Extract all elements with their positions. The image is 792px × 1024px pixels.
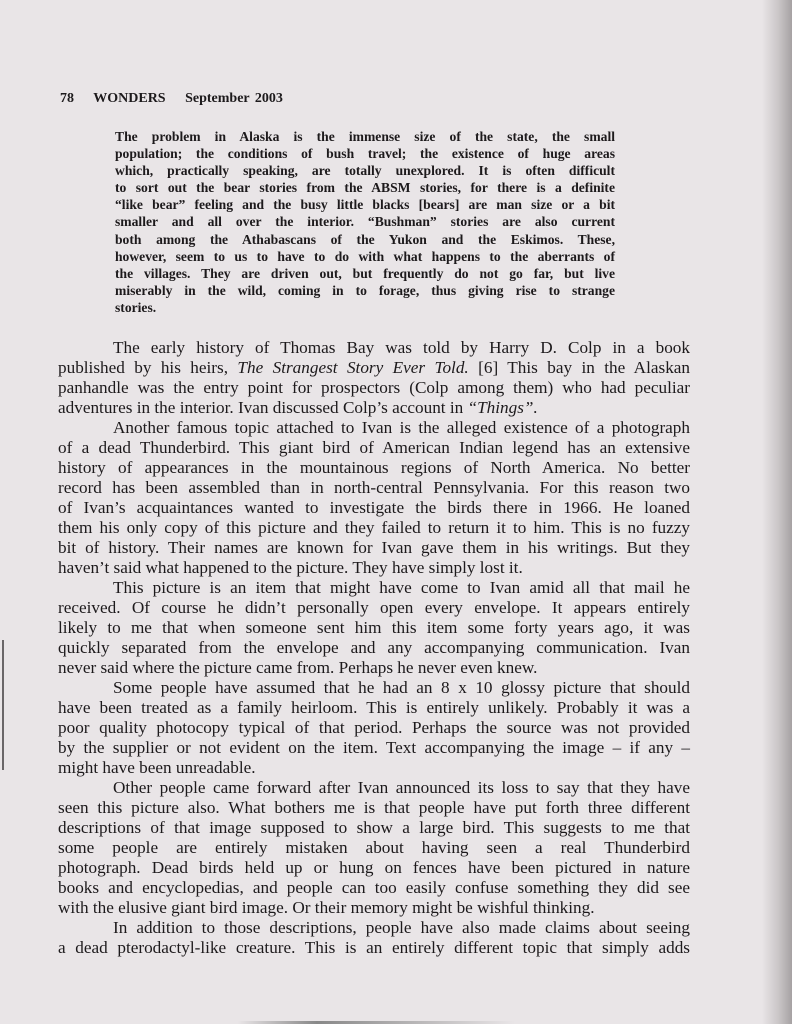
text-line — [115, 162, 615, 179]
block-quote — [115, 128, 615, 316]
text-segment: history of appearances in the mountainous regions of North America. No better — [58, 458, 690, 477]
text-segment: books and encyclopedias, and people can too easily confuse something they did see — [58, 878, 690, 897]
paragraph — [58, 578, 690, 678]
text-segment: haven’t said what happened to the picture. They have simply lost it. — [58, 558, 523, 577]
text-line — [58, 778, 690, 798]
text-line — [58, 738, 690, 758]
paragraph — [58, 418, 690, 578]
text-line — [115, 265, 615, 282]
text-line — [58, 418, 690, 438]
text-line — [58, 478, 690, 498]
text-line — [58, 938, 690, 958]
italic-title: “Things”. — [467, 398, 538, 417]
text-segment: Another famous topic attached to Ivan is the alleged existence of a photograph — [113, 418, 690, 437]
text-line — [58, 658, 690, 678]
text-line — [58, 358, 690, 378]
text-line — [58, 378, 690, 398]
text-segment: might have been unreadable. — [58, 758, 256, 777]
text-segment: Some people have assumed that he had an 8 x 10 glossy picture that should — [113, 678, 690, 697]
text-line — [115, 231, 615, 248]
text-line — [58, 498, 690, 518]
text-segment: the villages. They are driven out, but frequently do not go far, but live — [115, 265, 615, 281]
text-segment: stories. — [115, 299, 157, 315]
text-segment: smaller and all over the interior. “Bushman” stories are also current — [115, 214, 615, 230]
text-line — [58, 458, 690, 478]
text-segment: bit of history. Their names are known for Ivan gave them in his writings. But they — [58, 538, 690, 557]
journal-title: WONDERS — [93, 91, 166, 106]
text-segment: a dead pterodactyl-like creature. This is an entirely different topic that simply adds — [58, 938, 690, 957]
text-segment: descriptions of that image supposed to show a large bird. This suggests to me that — [58, 818, 690, 837]
text-segment: In addition to those descriptions, people have also made claims about seeing — [113, 918, 690, 937]
text-line — [58, 618, 690, 638]
text-line — [58, 578, 690, 598]
issue-date: September 2003 — [185, 91, 283, 106]
text-line — [58, 538, 690, 558]
text-segment: which, practically speaking, are totally unexplored. It is often difficult — [115, 163, 615, 179]
paragraph — [58, 778, 690, 918]
text-segment: by the supplier or not evident on the item. Text accompanying the image – if any – — [58, 738, 690, 757]
text-line — [58, 438, 690, 458]
text-line — [58, 398, 690, 418]
text-line — [115, 282, 615, 299]
text-line — [58, 558, 690, 578]
text-segment: some people are entirely mistaken about having seen a real Thunderbird — [58, 838, 690, 857]
text-segment: them his only copy of this picture and they failed to return it to him. This is no fuzzy — [58, 518, 690, 537]
italic-title: The Strangest Story Ever Told. — [237, 358, 469, 377]
text-segment: The early history of Thomas Bay was told by Harry D. Colp in a book — [113, 338, 690, 357]
text-line — [58, 638, 690, 658]
text-line — [115, 145, 615, 162]
text-segment: This picture is an item that might have come to Ivan amid all that mail he — [113, 578, 690, 597]
text-line — [58, 698, 690, 718]
paragraph — [58, 338, 690, 418]
text-line — [58, 878, 690, 898]
text-line — [115, 179, 615, 196]
text-line — [115, 213, 615, 230]
text-segment: likely to me that when someone sent him this item some forty years ago, it was — [58, 618, 690, 637]
text-segment: photograph. Dead birds held up or hung on fences have been pictured in nature — [58, 858, 690, 877]
text-segment: to sort out the bear stories from the ABSM stories, for there is a definite — [115, 180, 615, 196]
text-segment: seen this picture also. What bothers me is that people have put forth three different — [58, 798, 690, 817]
text-line — [58, 838, 690, 858]
text-segment: published by his heirs, — [58, 358, 238, 377]
text-segment: “like bear” feeling and the busy little blacks [bears] are man size or a bit — [115, 197, 615, 213]
text-segment: The problem in Alaska is the immense size of the state, the small — [115, 129, 615, 144]
text-segment: poor quality photocopy typical of that period. Perhaps the source was not provided — [58, 718, 690, 737]
text-line — [115, 248, 615, 265]
text-line — [58, 898, 690, 918]
scan-margin-mark — [2, 640, 4, 770]
text-segment: with the elusive giant bird image. Or their memory might be wishful thinking. — [58, 898, 595, 917]
page-number: 78 — [60, 91, 74, 106]
text-segment: adventures in the interior. Ivan discussed Colp’s account in — [58, 398, 468, 417]
text-segment: population; the conditions of bush travel; the existence of huge areas — [115, 146, 615, 162]
paragraph — [58, 678, 690, 778]
text-line — [58, 818, 690, 838]
scan-edge-shadow — [762, 0, 792, 1024]
text-segment: Other people came forward after Ivan announced its loss to say that they have — [113, 778, 690, 797]
text-segment: quickly separated from the envelope and any accompanying communication. Ivan — [58, 638, 690, 657]
text-line — [58, 678, 690, 698]
body-text — [58, 338, 690, 958]
text-line — [115, 196, 615, 213]
text-segment: of a dead Thunderbird. This giant bird of American Indian legend has an extensive — [58, 438, 690, 457]
text-segment: [6] This bay in the Alaskan — [468, 358, 691, 377]
text-line — [58, 518, 690, 538]
text-segment: have been treated as a family heirloom. This is entirely unlikely. Probably it was a — [58, 698, 690, 717]
running-header — [60, 91, 297, 107]
text-line — [58, 718, 690, 738]
text-line — [58, 918, 690, 938]
text-line — [115, 299, 615, 316]
text-segment: miserably in the wild, coming in to forage, thus giving rise to strange — [115, 282, 615, 298]
text-segment: never said where the picture came from. Perhaps he never even knew. — [58, 658, 538, 677]
text-line — [58, 338, 690, 358]
text-segment: panhandle was the entry point for prospectors (Colp among them) who had peculiar — [58, 378, 690, 397]
text-segment: received. Of course he didn’t personally open every envelope. It appears entirely — [58, 598, 690, 617]
paragraph — [58, 918, 690, 958]
text-line — [58, 798, 690, 818]
text-line — [58, 598, 690, 618]
text-segment: of Ivan’s acquaintances wanted to investigate the birds there in 1966. He loaned — [58, 498, 690, 517]
text-segment: record has been assembled than in north-central Pennsylvania. For this reason two — [58, 478, 690, 497]
text-segment: however, seem to us to have to do with what happens to the aberrants of — [115, 248, 615, 264]
text-line — [58, 858, 690, 878]
text-line — [115, 128, 615, 145]
text-line — [58, 758, 690, 778]
text-segment: both among the Athabascans of the Yukon and the Eskimos. These, — [115, 231, 615, 247]
